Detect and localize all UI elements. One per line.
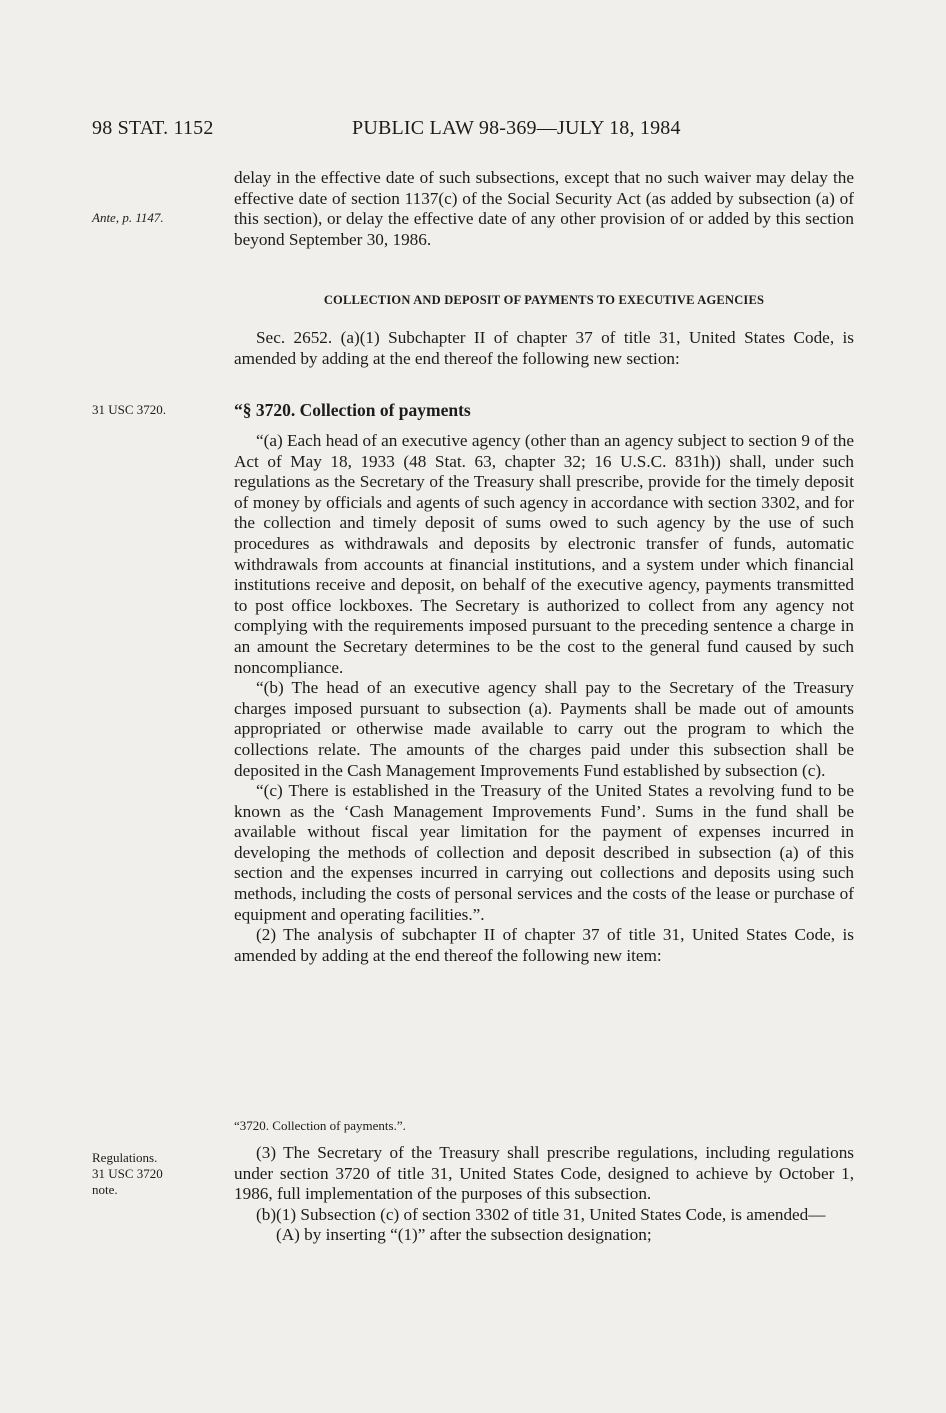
margin-note-regulations-line1: Regulations. xyxy=(92,1150,158,1165)
sec-2652-text: Sec. 2652. (a)(1) Subchapter II of chapter 37 of title 31, United States Code, is amended by adding at the end thereof the following new section: xyxy=(234,328,854,368)
intro-text: delay in the effective date of such subsections, except that no such waiver may delay the effective date of section 1137(c) of the Social Security Act (as added by subsection (a) of this section), or delay the effective date of any other provision of or added by this section beyond September 30, 1986. xyxy=(234,168,854,249)
sec-2652-paragraph xyxy=(234,328,854,369)
section-heading: COLLECTION AND DEPOSIT OF PAYMENTS TO EXECUTIVE AGENCIES xyxy=(323,293,765,307)
main-text-block xyxy=(234,431,854,966)
margin-note-usc-3720: 31 USC 3720. xyxy=(92,402,167,417)
stat-reference: 98 STAT. 1152 xyxy=(92,117,214,139)
paragraph-2: (2) The analysis of subchapter II of chapter 37 of title 31, United States Code, is amended by adding at the end thereof the following new item: xyxy=(234,925,854,965)
paragraph-3: (3) The Secretary of the Treasury shall prescribe regulations, including regulations under section 3720 of title 31, United States Code, designed to achieve by October 1, 1986, full implementation of the purposes of this subsection. xyxy=(234,1143,854,1204)
margin-note-regulations xyxy=(92,1150,163,1198)
section-3720-title: “§ 3720. Collection of payments xyxy=(234,400,471,420)
margin-note-regulations-line2: 31 USC 3720 xyxy=(92,1166,163,1181)
closing-text-block xyxy=(234,1143,854,1246)
analysis-item: “3720. Collection of payments.”. xyxy=(234,1118,406,1133)
paragraph-a: “(a) Each head of an executive agency (other than an agency subject to section 9 of the Act of May 18, 1933 (48 Stat. 63, chapter 32; 16 U.S.C. 831h)) shall, under such regulations as the Secretary of the Treasury shall prescribe, provide for the timely deposit of money by officials and agents of such agency in accordance with section 3302, and for the collection and timely deposit of sums owed to such agency by the use of such procedures as withdrawals and deposits by electronic transfer of funds, automatic withdrawals from accounts at financial institutions, and a system under which financial institutions receive and deposit, on behalf of the executive agency, payments transmitted to post office lockboxes. The Secretary is authorized to collect from any agency not complying with the requirements imposed pursuant to the preceding sentence a charge in an amount the Secretary determines to be the cost to the general fund caused by such noncompliance. xyxy=(234,431,854,677)
paragraph-A: (A) by inserting “(1)” after the subsection designation; xyxy=(276,1225,652,1245)
margin-note-regulations-line3: note. xyxy=(92,1182,118,1197)
margin-note-ante: Ante, p. 1147. xyxy=(92,210,164,225)
paragraph-b: “(b) The head of an executive agency shall pay to the Secretary of the Treasury charges imposed pursuant to subsection (a). Payments shall be made out of amounts appropriated or otherwise made available to carry out the program to which the collections relate. The amounts of the charges paid under this subsection shall be deposited in the Cash Management Improvements Fund established by subsection (c). xyxy=(234,678,854,780)
paragraph-c: “(c) There is established in the Treasury of the United States a revolving fund to be known as the ‘Cash Management Improvements Fund’. Sums in the fund shall be available without fiscal year limitation for the payment of expenses incurred in developing the methods of collection and deposit described in subsection (a) of this section and the expenses incurred in carrying out collections and deposits using such methods, including the costs of personal services and the costs of the lease or purchase of equipment and operating facilities.”. xyxy=(234,781,854,924)
intro-paragraph xyxy=(234,168,854,250)
law-title: PUBLIC LAW 98-369—JULY 18, 1984 xyxy=(352,117,681,139)
paragraph-b1: (b)(1) Subsection (c) of section 3302 of title 31, United States Code, is amended— xyxy=(256,1204,826,1224)
